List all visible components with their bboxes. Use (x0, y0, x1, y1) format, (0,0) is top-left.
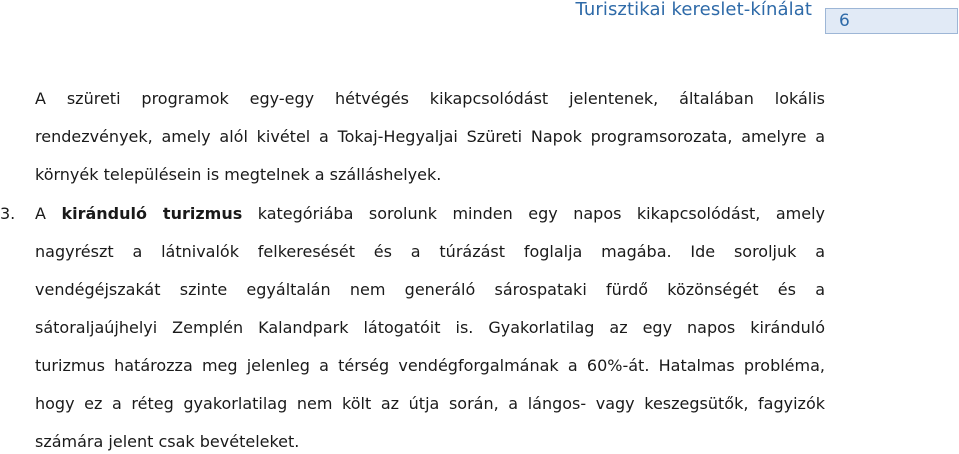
page-number: 6 (839, 11, 850, 31)
paragraph-line: rendezvények, amely alól kivétel a Tokaj-Hegyaljai Szüreti Napok programsorozata, amelyre a (35, 127, 825, 146)
paragraph-line: környék településein is megtelnek a szálláshelyek. (35, 165, 442, 184)
paragraph-kirandulo-turizmus (35, 195, 825, 454)
paragraph-line: vendégéjszakát szinte egyáltalán nem generáló sárospataki fürdő közönségét és a (35, 280, 825, 299)
paragraph-line: A szüreti programok egy-egy hétvégés kikapcsolódást jelentenek, általában lokális (35, 89, 825, 108)
paragraph-text: kategóriába sorolunk minden egy napos kikapcsolódást, amely (242, 204, 826, 223)
paragraph-line: számára jelent csak bevételeket. (35, 432, 300, 451)
running-header-title: Turisztikai kereslet-kínálat (575, 0, 812, 20)
paragraph-line: turizmus határozza meg jelenleg a térség vendégforgalmának a 60%-át. Hatalmas probléma, (35, 356, 825, 375)
paragraph-text: A (35, 204, 62, 223)
paragraph-line (35, 195, 825, 233)
paragraph-line: sátoraljaújhelyi Zemplén Kalandpark látogatóit is. Gyakorlatilag az egy napos kiránduló (35, 318, 825, 337)
bold-term: kiránduló turizmus (61, 204, 243, 223)
paragraph-line: nagyrészt a látnivalók felkeresését és a túrázást foglalja magába. Ide soroljuk a (35, 242, 825, 261)
paragraph-line: hogy ez a réteg gyakorlatilag nem költ az útja során, a lángos- vagy keszegsütők, fagyizók (35, 394, 825, 413)
paragraph-szureti-programok (35, 80, 825, 194)
list-number: 3. (0, 204, 16, 223)
